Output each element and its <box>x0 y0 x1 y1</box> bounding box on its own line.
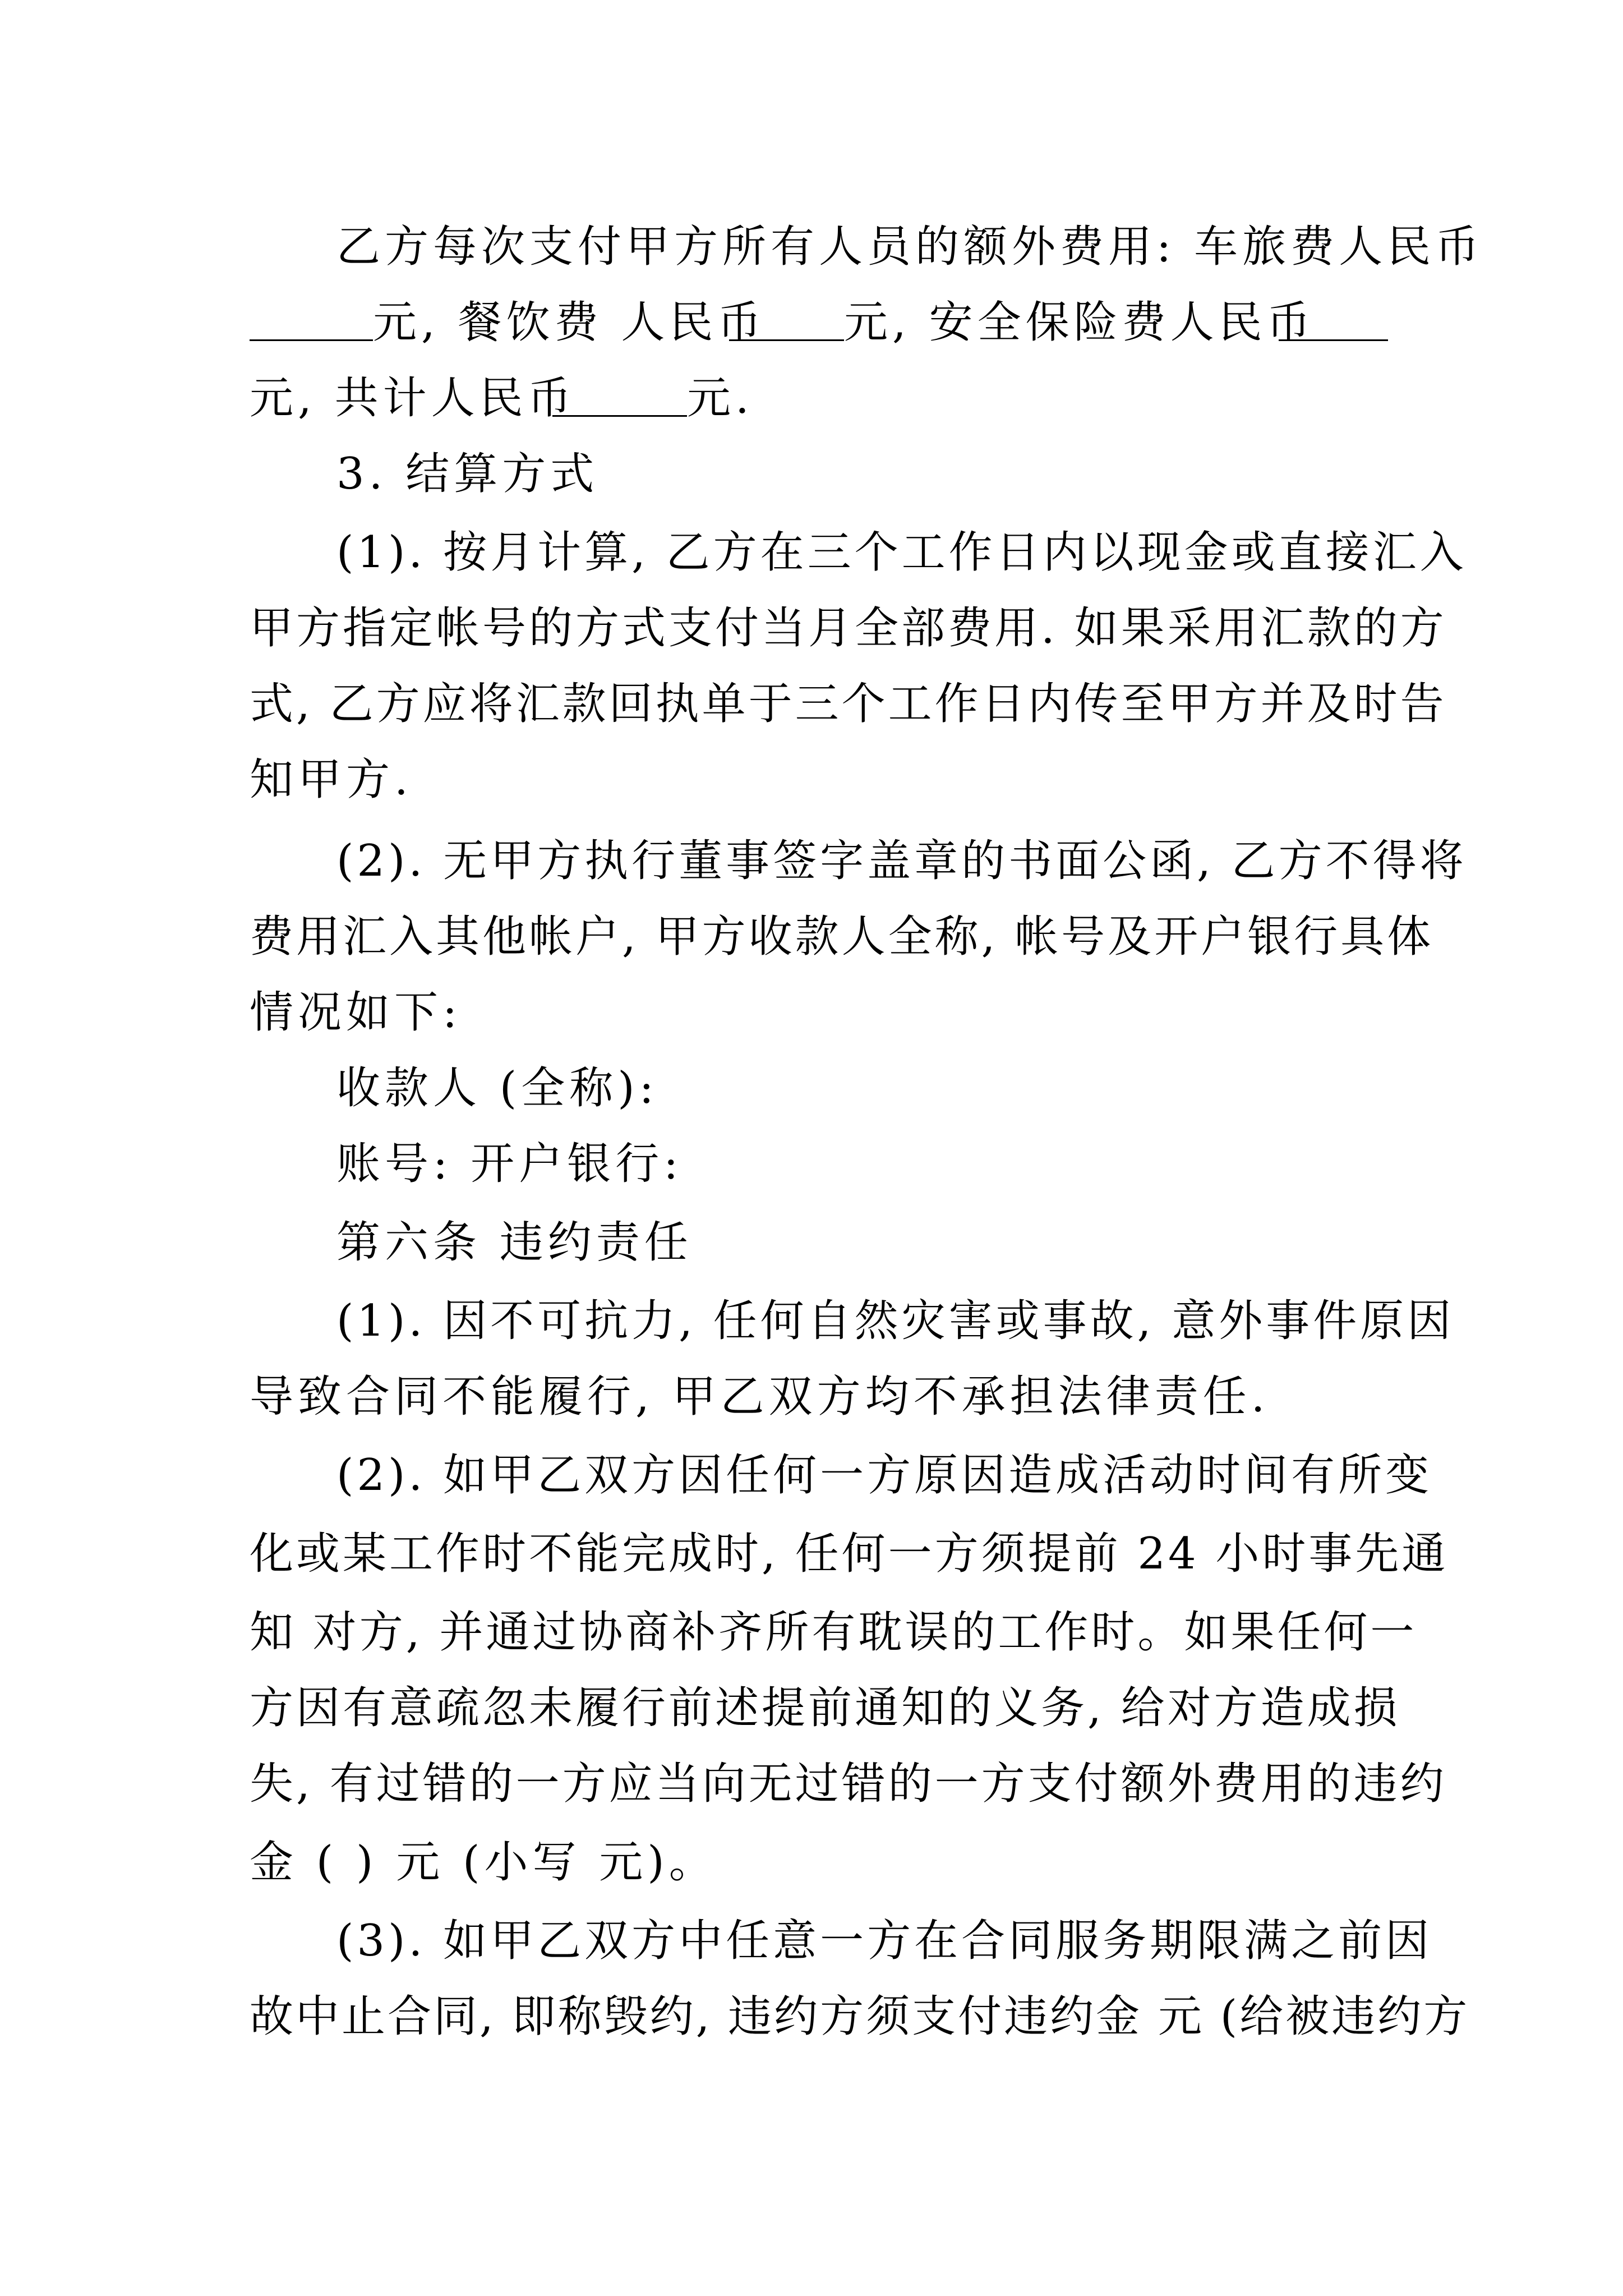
text-run: 元, 餐饮费 人民币 <box>373 297 766 348</box>
text-run: 乙方每次支付甲方所有人员的额外费用: 车旅费人民币 <box>336 222 1484 272</box>
text-run: 方因有意疏忽未履行前述提前通知的义务, 给对方造成损 <box>250 1683 1400 1733</box>
text-run: 知甲方. <box>250 754 413 805</box>
section-heading: 第六条 违约责任 <box>336 1217 693 1268</box>
paragraph-line <box>0 1669 1623 1747</box>
paragraph-line <box>0 1823 1623 1902</box>
paragraph-line <box>0 1358 1623 1436</box>
paragraph-line <box>0 435 1623 513</box>
fill-blank <box>552 415 687 417</box>
paragraph-line <box>0 1977 1623 2056</box>
text-run: (2). 如甲乙双方因任何一方原因造成活动时间有所变 <box>336 1450 1433 1501</box>
paragraph-line <box>0 513 1623 592</box>
paragraph-line <box>0 973 1623 1052</box>
text-run: 元, 安全保险费人民币 <box>844 297 1315 348</box>
section-heading: 3. 结算方式 <box>336 449 599 499</box>
text-run: 失, 有过错的一方应当向无过错的一方支付额外费用的违约 <box>250 1759 1447 1809</box>
paragraph-line <box>0 589 1623 668</box>
paragraph-line <box>0 1515 1623 1593</box>
text-run: 故中止合同, 即称毁约, 违约方须支付违约金 元 (给被违约方 <box>250 1991 1470 2042</box>
paragraph-line <box>0 1282 1623 1360</box>
text-run: (2). 无甲方执行董事签字盖章的书面公函, 乙方不得将 <box>336 836 1467 886</box>
text-run: 金 ( ) 元 (小写 元)。 <box>250 1837 717 1888</box>
paragraph-line <box>0 740 1623 819</box>
text-run: 化或某工作时不能完成时, 任何一方须提前 24 小时事先通 <box>250 1529 1449 1579</box>
text-run: 账号: 开户银行: <box>336 1139 683 1189</box>
text-run: 元. <box>687 373 754 424</box>
paragraph-line <box>0 208 1623 286</box>
text-run: 情况如下: <box>250 987 462 1038</box>
paragraph-line <box>0 1436 1623 1515</box>
text-run: (1). 因不可抗力, 任何自然灾害或事故, 意外事件原因 <box>336 1296 1455 1346</box>
text-run: 元, 共计人民币 <box>250 373 576 424</box>
paragraph-line <box>0 1593 1623 1672</box>
fill-blank <box>250 339 373 341</box>
paragraph-line <box>0 1203 1623 1282</box>
paragraph-line <box>0 359 1623 438</box>
paragraph-line <box>0 1049 1623 1128</box>
paragraph-line <box>0 283 1623 362</box>
text-run: 导致合同不能履行, 甲乙双方均不承担法律责任. <box>250 1372 1270 1422</box>
text-run: 式, 乙方应将汇款回执单于三个工作日内传至甲方并及时告 <box>250 679 1447 729</box>
text-run: 收款人 (全称): <box>336 1063 658 1114</box>
paragraph-line <box>0 1902 1623 1980</box>
fill-blank <box>1279 339 1388 341</box>
text-run: 知 对方, 并通过协商补齐所有耽误的工作时。如果任何一 <box>250 1607 1417 1658</box>
paragraph-line <box>0 822 1623 900</box>
paragraph-line <box>0 1745 1623 1823</box>
text-run: 甲方指定帐号的方式支付当月全部费用. 如果采用汇款的方 <box>250 603 1447 654</box>
fill-blank <box>729 339 844 341</box>
paragraph-line <box>0 898 1623 976</box>
text-run: 费用汇入其他帐户, 甲方收款人全称, 帐号及开户银行具体 <box>250 912 1434 962</box>
text-run: (1). 按月计算, 乙方在三个工作日内以现金或直接汇入 <box>336 527 1467 578</box>
paragraph-line <box>0 1125 1623 1203</box>
text-run: (3). 如甲乙双方中任意一方在合同服务期限满之前因 <box>336 1916 1433 1966</box>
paragraph-line <box>0 665 1623 743</box>
